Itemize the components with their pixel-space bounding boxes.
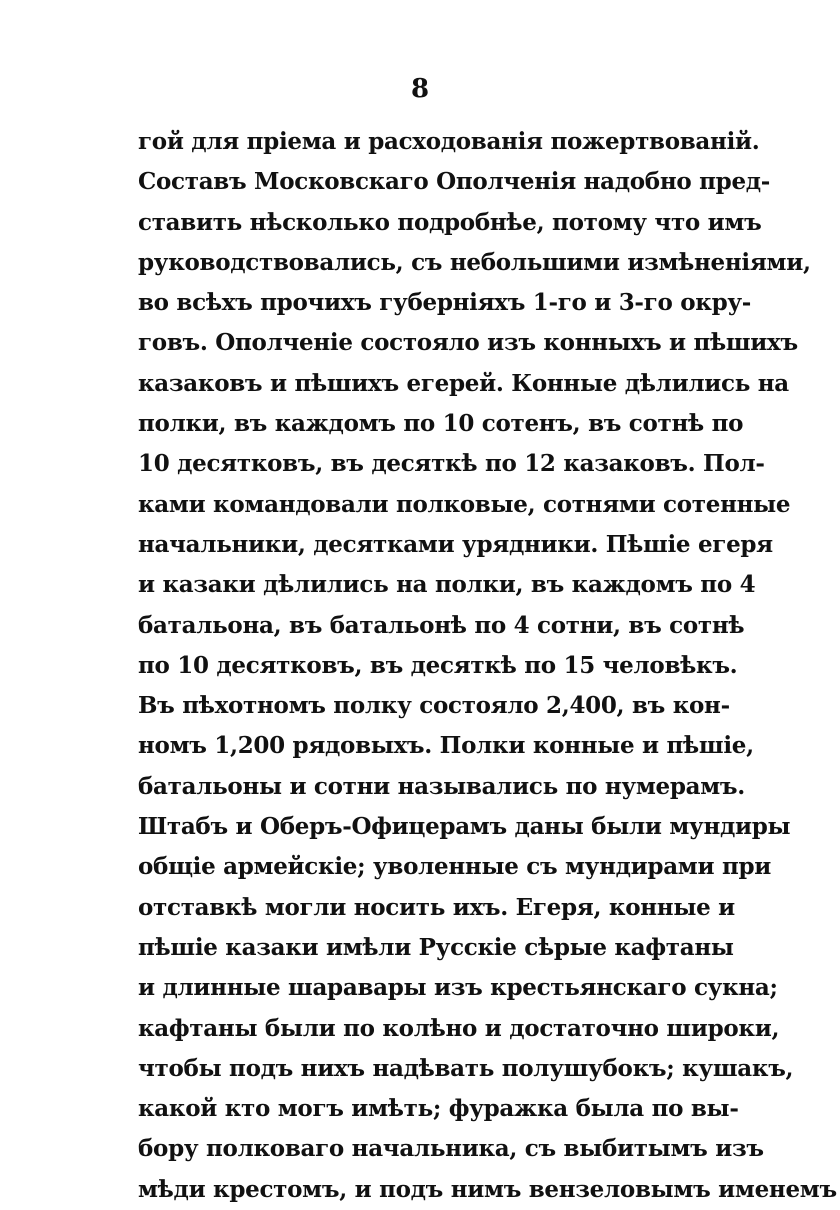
text-line: начальники, десятками урядники. Пѣшіе егеря	[138, 530, 773, 558]
text-line: чтобы подъ нихъ надѣвать полушубокъ; кушакъ,	[138, 1054, 794, 1082]
text-line: батальона, въ батальонѣ по 4 сотни, въ сотнѣ	[138, 611, 745, 639]
text-line: пѣшіе казаки имѣли Русскіе сѣрые кафтаны	[138, 933, 734, 961]
text-line: отставкѣ могли носить ихъ. Егеря, конные и	[138, 893, 735, 921]
text-line: казаковъ и пѣшихъ егерей. Конные дѣлились на	[138, 369, 789, 397]
text-line: номъ 1,200 рядовыхъ. Полки конные и пѣшіе,	[138, 732, 754, 760]
text-line: руководствовались, съ небольшими измѣненіями,	[138, 248, 811, 276]
text-line: Составъ Московскаго Ополченія надобно пред-	[138, 168, 771, 196]
text-line: по 10 десятковъ, въ десяткѣ по 15 человѣкъ.	[138, 651, 738, 679]
text-line: 10 десятковъ, въ десяткѣ по 12 казаковъ. Пол-	[138, 450, 765, 478]
text-line: бору полковаго начальника, съ выбитымъ изъ	[138, 1135, 764, 1163]
text-line: ставить нѣсколько подробнѣе, потому что имъ	[138, 208, 762, 236]
text-line: Штабъ и Оберъ-Офицерамъ даны были мундиры	[138, 813, 791, 841]
text-line: Въ пѣхотномъ полку состояло 2,400, въ кон-	[138, 692, 730, 720]
text-line: и казаки дѣлились на полки, въ каждомъ по 4	[138, 571, 756, 599]
body-text	[138, 122, 837, 1210]
text-line: батальоны и сотни назывались по нумерамъ.	[138, 772, 745, 800]
page-number: 8	[410, 74, 430, 104]
text-line: и длинные шаравары изъ крестьянскаго сукна;	[138, 974, 778, 1002]
text-line: гой для пріема и расходованія пожертвованій.	[138, 128, 760, 155]
text-line: общіе армейскіе; уволенные съ мундирами при	[138, 853, 772, 881]
text-line: какой кто могъ имѣть; фуражка была по вы-	[138, 1095, 739, 1123]
text-line: мѣди крестомъ, и подъ нимъ вензеловымъ именемъ	[138, 1175, 837, 1203]
text-line: говъ. Ополченіе состояло изъ конныхъ и пѣшихъ	[138, 329, 798, 357]
text-line: ками командовали полковые, сотнями сотенные	[138, 490, 791, 518]
text-line: кафтаны были по колѣно и достаточно широки,	[138, 1014, 780, 1042]
text-line: полки, въ каждомъ по 10 сотенъ, въ сотнѣ по	[138, 410, 744, 438]
text-line: во всѣхъ прочихъ губерніяхъ 1-го и 3-го окру-	[138, 289, 752, 317]
